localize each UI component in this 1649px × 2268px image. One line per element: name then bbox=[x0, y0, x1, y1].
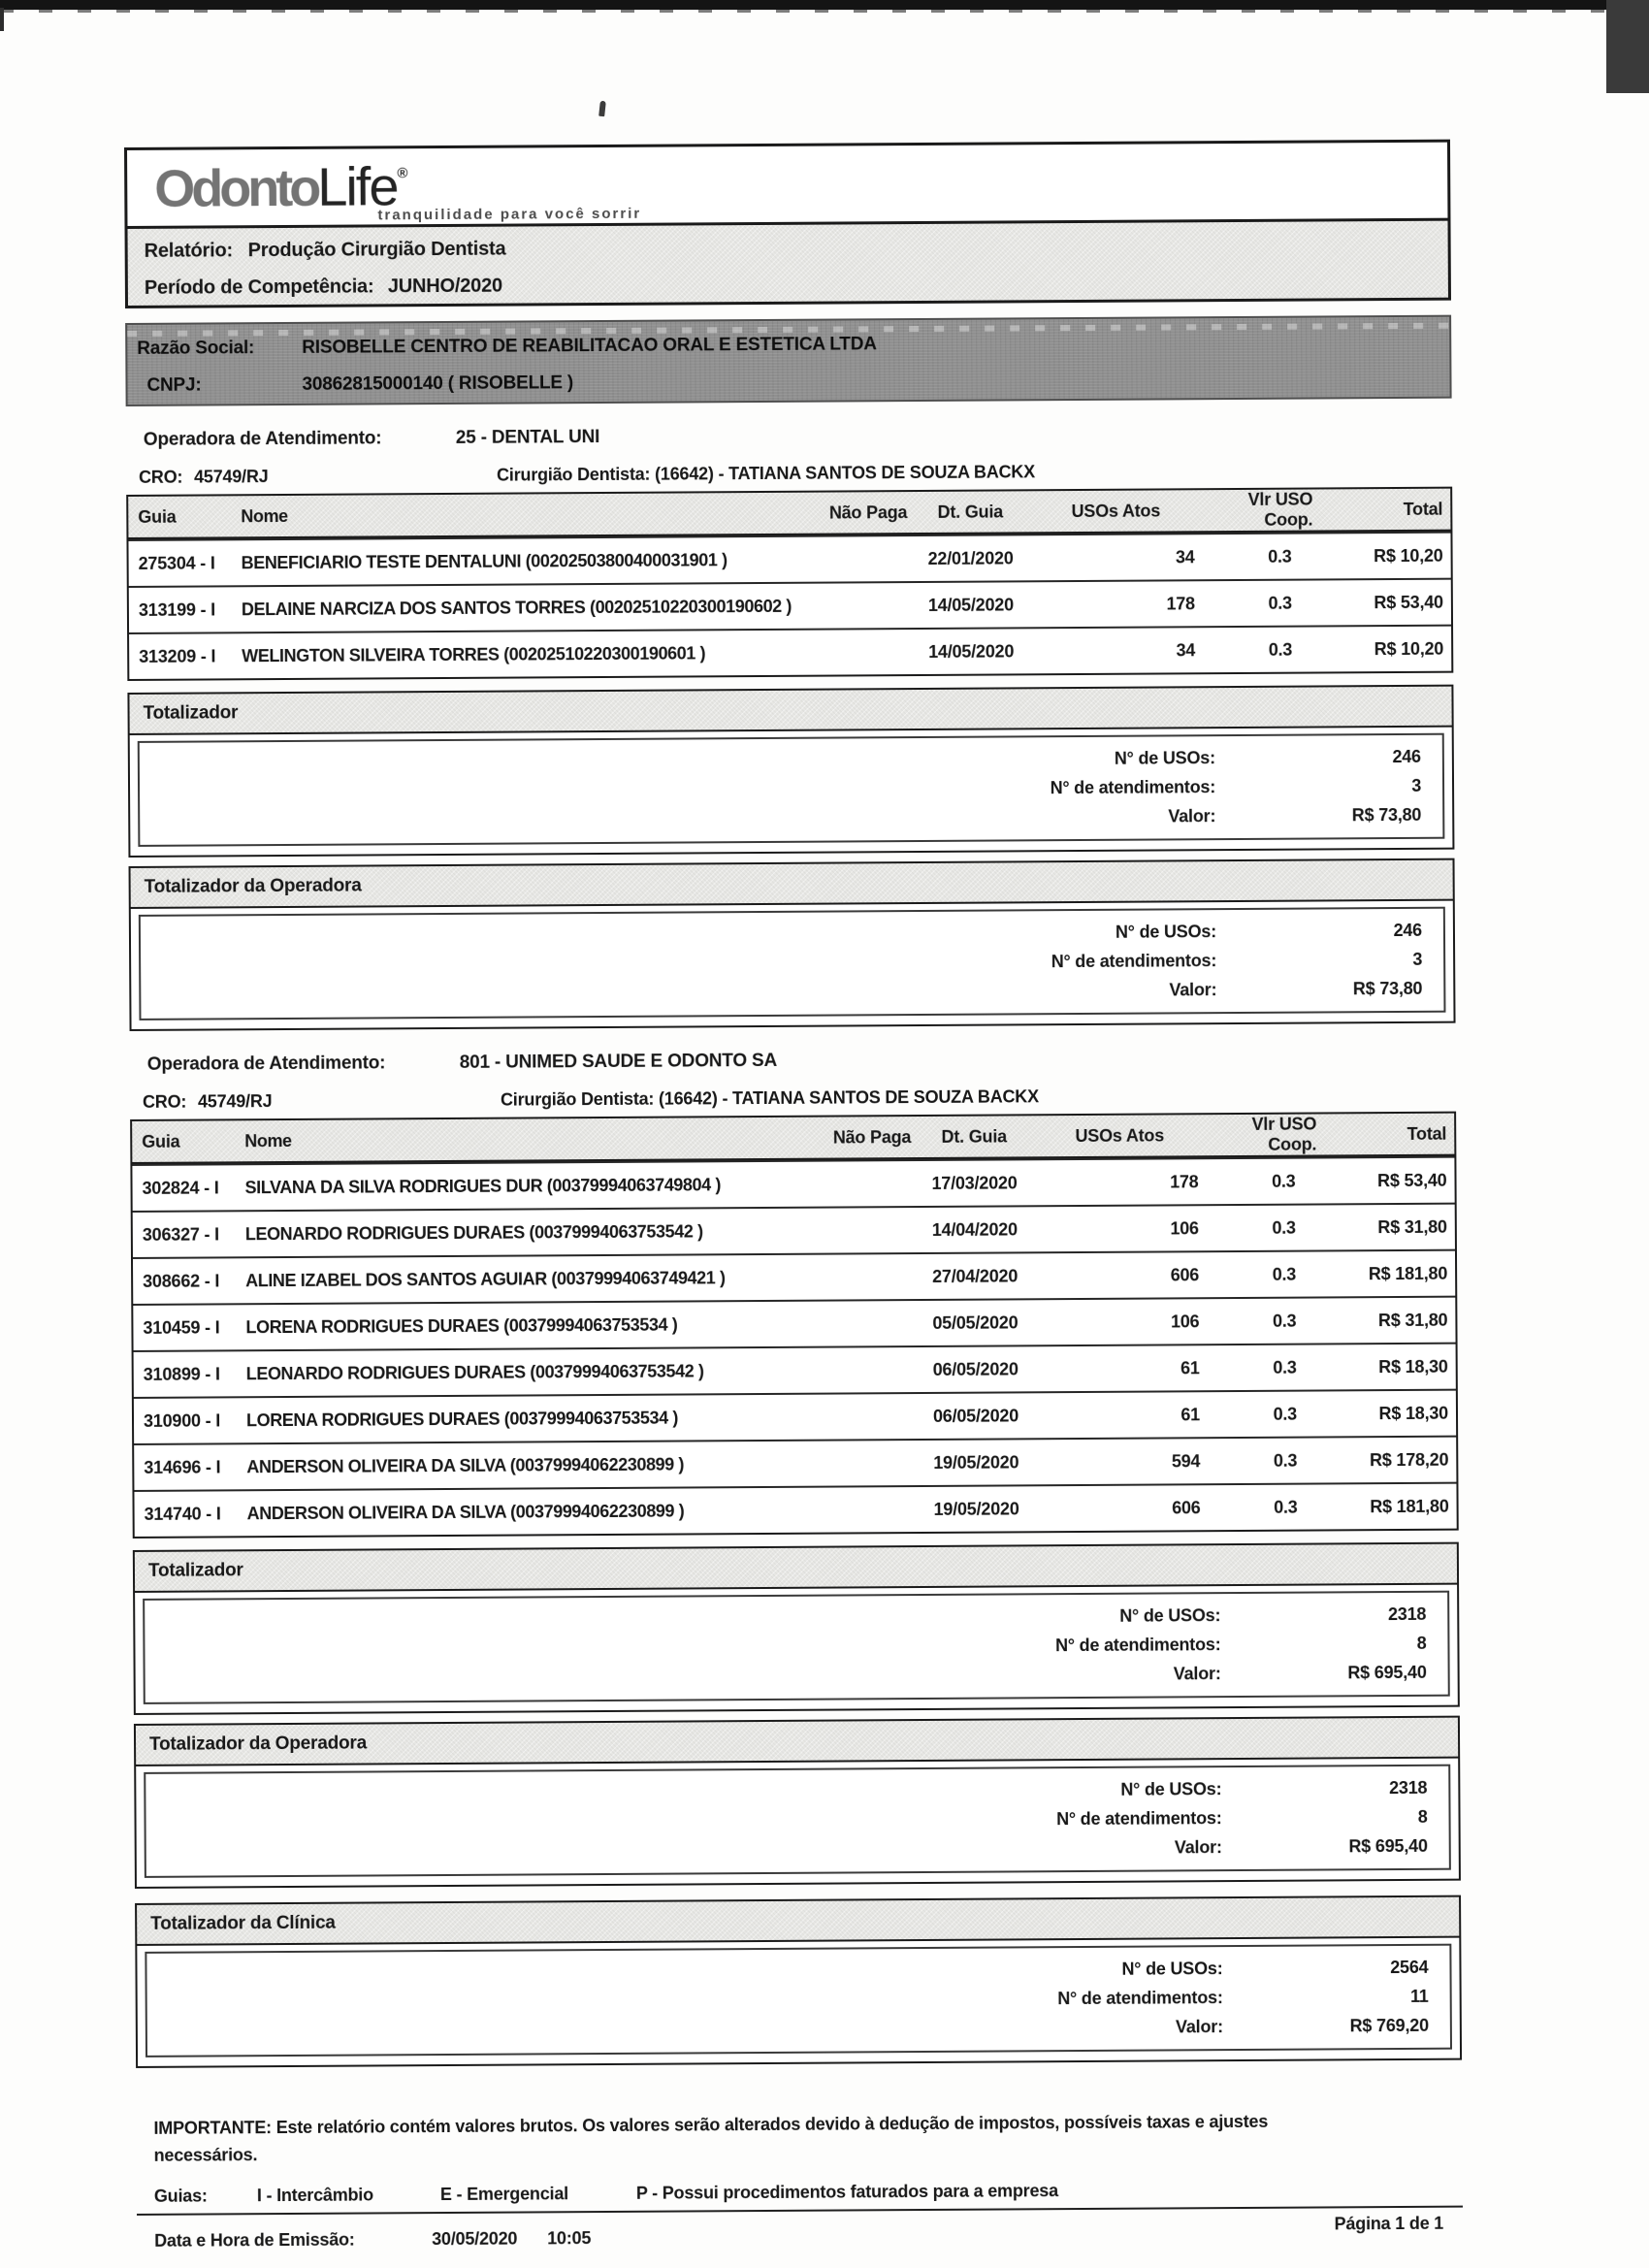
totalizador-row bbox=[146, 1778, 1448, 1806]
report-page bbox=[124, 140, 1463, 2262]
cell-dt-guia: 14/04/2020 bbox=[931, 1218, 1018, 1240]
total-value: 246 bbox=[1393, 920, 1423, 941]
legend-emergencial: E - Emergencial bbox=[439, 2184, 569, 2205]
totalizador-operadora-title: Totalizador da Operadora bbox=[136, 1718, 1458, 1766]
totalizador-row bbox=[147, 1987, 1450, 2015]
total-value: 2564 bbox=[1390, 1957, 1429, 1978]
totalizador-row bbox=[141, 950, 1443, 978]
totalizador-operadora-box-1 bbox=[129, 859, 1456, 1031]
scan-speck bbox=[598, 101, 606, 117]
cell-nao-paga bbox=[805, 1230, 912, 1231]
logo-odonto-text: Odonto bbox=[154, 158, 318, 218]
cell-guia: 275304 - I bbox=[138, 552, 215, 573]
total-label: N° de atendimentos: bbox=[1054, 1635, 1221, 1656]
table-row bbox=[134, 1436, 1456, 1490]
dentista-value: (16642) - TATIANA SANTOS DE SOUZA BACKX bbox=[658, 1086, 1039, 1109]
total-label: N° de USOs: bbox=[1119, 1605, 1221, 1626]
totalizador-rows bbox=[145, 1944, 1452, 2057]
col-usos-atos: USOs Atos bbox=[1071, 500, 1161, 521]
scan-edge-left-tick bbox=[0, 8, 4, 31]
cell-vlr: 0.3 bbox=[1273, 1404, 1298, 1424]
table-row bbox=[132, 1156, 1454, 1211]
table-body bbox=[128, 532, 1451, 679]
cro-label: CRO: bbox=[142, 1091, 187, 1112]
total-value: R$ 695,40 bbox=[1347, 1662, 1427, 1683]
cell-total: R$ 31,80 bbox=[1377, 1310, 1448, 1330]
table-row bbox=[134, 1482, 1456, 1537]
cell-nao-paga bbox=[805, 1277, 912, 1278]
cell-dt-guia: 14/05/2020 bbox=[928, 640, 1015, 662]
totalizador-row bbox=[140, 776, 1442, 804]
trademark-symbol: ® bbox=[397, 165, 408, 182]
cell-total: R$ 10,20 bbox=[1374, 545, 1443, 566]
cell-dt-guia: 06/05/2020 bbox=[932, 1358, 1018, 1379]
cell-vlr: 0.3 bbox=[1274, 1497, 1298, 1517]
cell-guia: 314740 - I bbox=[144, 1503, 221, 1524]
cell-guia: 302824 - I bbox=[142, 1177, 219, 1198]
odontolife-logo bbox=[154, 154, 408, 219]
report-title-line bbox=[128, 233, 1448, 264]
cell-total: R$ 18,30 bbox=[1378, 1356, 1448, 1377]
cell-dt-guia: 05/05/2020 bbox=[932, 1312, 1018, 1333]
total-label: Valor: bbox=[1173, 1664, 1221, 1684]
operadora-value: 801 - UNIMED SAUDE E ODONTO SA bbox=[459, 1050, 778, 1073]
totalizador-row bbox=[145, 1634, 1447, 1662]
totalizador-row bbox=[141, 979, 1443, 1007]
cell-usos: 61 bbox=[1180, 1404, 1201, 1424]
cell-guia: 306327 - I bbox=[142, 1223, 219, 1245]
table-body bbox=[132, 1156, 1456, 1537]
totalizador-row bbox=[145, 1604, 1447, 1633]
cell-dt-guia: 19/05/2020 bbox=[933, 1451, 1019, 1473]
page-number: Página 1 de 1 bbox=[1334, 2213, 1444, 2234]
operadora-line-1 bbox=[126, 422, 1452, 453]
totalizador-rows bbox=[143, 1591, 1450, 1704]
col-nome: Nome bbox=[241, 505, 288, 526]
cell-total: R$ 18,30 bbox=[1378, 1403, 1449, 1423]
cell-nome: LEONARDO RODRIGUES DURAES (00379994063753542 ) bbox=[245, 1360, 704, 1383]
report-value: Produção Cirurgião Dentista bbox=[247, 238, 506, 262]
col-guia: Guia bbox=[138, 506, 177, 527]
cell-guia: 308662 - I bbox=[143, 1270, 220, 1291]
table-row bbox=[129, 578, 1451, 632]
cell-total: R$ 31,80 bbox=[1377, 1216, 1447, 1237]
col-dt-guia: Dt. Guia bbox=[941, 1125, 1008, 1147]
total-label: N° de USOs: bbox=[1115, 922, 1217, 942]
period-label: Período de Competência: bbox=[144, 275, 374, 299]
cell-nome: SILVANA DA SILVA RODRIGUES DUR (00379994063749804 ) bbox=[244, 1174, 722, 1197]
table-row bbox=[128, 532, 1450, 586]
cell-nao-paga bbox=[806, 1416, 913, 1417]
cell-total: R$ 10,20 bbox=[1374, 638, 1444, 659]
total-label: Valor: bbox=[1168, 806, 1216, 826]
cnpj-line bbox=[146, 373, 574, 399]
cell-usos: 106 bbox=[1170, 1217, 1199, 1238]
operadora-label: Operadora de Atendimento: bbox=[146, 1053, 386, 1075]
cell-vlr: 0.3 bbox=[1273, 1357, 1297, 1377]
total-label: Valor: bbox=[1169, 980, 1217, 1000]
legend-faturados: P - Possui procedimentos faturados para a empresa bbox=[635, 2181, 1058, 2203]
totalizador-row bbox=[146, 1958, 1449, 1986]
total-label: N° de USOs: bbox=[1114, 748, 1215, 768]
cell-guia: 313209 - I bbox=[139, 645, 216, 666]
cell-dt-guia: 22/01/2020 bbox=[927, 547, 1014, 568]
cnpj-value: 30862815000140 ( RISOBELLE ) bbox=[302, 373, 574, 395]
cro-line-1 bbox=[126, 460, 1452, 491]
total-value: 2318 bbox=[1387, 1604, 1427, 1625]
total-value: 8 bbox=[1417, 1806, 1428, 1827]
dentista-label: Cirurgião Dentista: bbox=[497, 464, 651, 485]
cell-dt-guia: 17/03/2020 bbox=[931, 1172, 1018, 1193]
cell-nome: BENEFICIARIO TESTE DENTALUNI (00202503800400031901 ) bbox=[241, 549, 728, 572]
cell-nao-paga bbox=[806, 1370, 913, 1371]
totalizador-row bbox=[140, 747, 1442, 775]
cell-vlr: 0.3 bbox=[1268, 593, 1292, 613]
razao-social-line bbox=[137, 334, 877, 362]
cell-usos: 34 bbox=[1176, 639, 1196, 660]
cell-usos: 106 bbox=[1170, 1311, 1200, 1331]
cell-nome: DELAINE NARCIZA DOS SANTOS TORRES (00202510220300190602 ) bbox=[241, 596, 792, 619]
total-value: 3 bbox=[1411, 775, 1422, 795]
emission-label: Data e Hora de Emissão: bbox=[154, 2229, 355, 2251]
total-value: 246 bbox=[1392, 746, 1421, 767]
totalizador-box-2 bbox=[133, 1542, 1460, 1715]
totalizador-operadora-box-2 bbox=[134, 1716, 1461, 1889]
report-title-box bbox=[125, 221, 1451, 308]
cro-value: 45749/RJ bbox=[197, 1091, 273, 1112]
cell-usos: 606 bbox=[1170, 1264, 1200, 1284]
col-vlr-uso-coop: Vlr USO Coop. bbox=[1247, 489, 1313, 530]
totalizador-rows bbox=[144, 1765, 1451, 1878]
cell-guia: 310900 - I bbox=[143, 1409, 221, 1431]
table-row bbox=[134, 1343, 1456, 1397]
total-label: N° de atendimentos: bbox=[1050, 777, 1216, 798]
total-value: 8 bbox=[1416, 1633, 1427, 1653]
cell-dt-guia: 19/05/2020 bbox=[933, 1498, 1019, 1519]
dentista-label: Cirurgião Dentista: bbox=[500, 1088, 655, 1110]
cell-usos: 606 bbox=[1172, 1497, 1201, 1517]
report-label: Relatório: bbox=[144, 240, 234, 262]
col-nao-paga: Não Paga bbox=[828, 502, 908, 523]
scan-edge-top bbox=[0, 0, 1649, 10]
cell-total: R$ 178,20 bbox=[1369, 1449, 1449, 1470]
emission-time: 10:05 bbox=[547, 2228, 592, 2249]
col-usos-atos: USOs Atos bbox=[1075, 1124, 1165, 1146]
col-nome: Nome bbox=[244, 1130, 292, 1150]
total-label: N° de atendimentos: bbox=[1051, 951, 1217, 972]
col-total: Total bbox=[1403, 499, 1443, 519]
total-label: N° de USOs: bbox=[1121, 1959, 1223, 1979]
cro-label: CRO: bbox=[139, 467, 183, 487]
logo-tagline: tranquilidade para você sorrir bbox=[377, 205, 642, 224]
cell-vlr: 0.3 bbox=[1268, 639, 1293, 660]
company-band bbox=[125, 315, 1451, 406]
cell-dt-guia: 06/05/2020 bbox=[932, 1405, 1019, 1426]
total-label: N° de USOs: bbox=[1120, 1779, 1222, 1799]
totalizador-clinica-title: Totalizador da Clínica bbox=[137, 1897, 1459, 1946]
cell-usos: 178 bbox=[1166, 593, 1195, 613]
cell-dt-guia: 14/05/2020 bbox=[927, 594, 1015, 615]
total-value: 2318 bbox=[1389, 1777, 1428, 1798]
razao-social-label: Razão Social: bbox=[137, 338, 255, 359]
cell-dt-guia: 27/04/2020 bbox=[932, 1265, 1018, 1286]
operadora-value: 25 - DENTAL UNI bbox=[455, 427, 600, 448]
cell-usos: 178 bbox=[1170, 1171, 1199, 1191]
cell-nome: LORENA RODRIGUES DURAES (00379994063753534 ) bbox=[245, 1408, 679, 1430]
total-label: Valor: bbox=[1175, 2017, 1223, 2037]
cell-nome: WELINGTON SILVEIRA TORRES (00202510220300190601 ) bbox=[242, 642, 706, 665]
totalizador-box-1 bbox=[127, 685, 1454, 858]
totalizador-rows bbox=[139, 907, 1446, 1021]
guias-table-1 bbox=[126, 487, 1453, 681]
table-row bbox=[133, 1203, 1455, 1257]
logo-box bbox=[124, 140, 1450, 229]
totalizador-row bbox=[140, 805, 1442, 833]
cell-vlr: 0.3 bbox=[1272, 1217, 1296, 1238]
cell-nao-paga bbox=[801, 605, 908, 606]
total-label: N° de atendimentos: bbox=[1057, 1988, 1223, 2009]
scan-edge-corner bbox=[1606, 0, 1649, 93]
dentista-value: (16642) - TATIANA SANTOS DE SOUZA BACKX bbox=[655, 462, 1036, 484]
total-value: 3 bbox=[1412, 949, 1423, 969]
total-value: R$ 769,20 bbox=[1349, 2015, 1429, 2036]
total-label: N° de atendimentos: bbox=[1056, 1808, 1222, 1830]
guias-label: Guias: bbox=[153, 2186, 208, 2206]
totalizador-row bbox=[146, 1836, 1449, 1864]
totalizador-row bbox=[146, 1807, 1449, 1835]
cell-usos: 34 bbox=[1175, 546, 1195, 567]
cell-usos: 594 bbox=[1171, 1450, 1201, 1471]
cell-nome: LEONARDO RODRIGUES DURAES (00379994063753542 ) bbox=[244, 1220, 703, 1244]
cell-vlr: 0.3 bbox=[1268, 546, 1292, 567]
cnpj-label: CNPJ: bbox=[146, 374, 202, 396]
cell-nao-paga bbox=[805, 1323, 912, 1324]
period-line bbox=[128, 270, 1448, 301]
footer bbox=[136, 2107, 1463, 2262]
emission-date: 30/05/2020 bbox=[432, 2228, 518, 2250]
total-value: R$ 73,80 bbox=[1352, 978, 1423, 999]
period-value: JUNHO/2020 bbox=[387, 275, 503, 298]
cell-total: R$ 181,80 bbox=[1370, 1496, 1449, 1516]
cell-nome: LORENA RODRIGUES DURAES (00379994063753534 ) bbox=[245, 1314, 678, 1337]
cell-nome: ANDERSON OLIVEIRA DA SILVA (00379994062230899 ) bbox=[246, 1500, 685, 1523]
cell-vlr: 0.3 bbox=[1273, 1450, 1298, 1471]
cell-guia: 310899 - I bbox=[143, 1363, 220, 1384]
totalizador-row bbox=[147, 2016, 1450, 2044]
total-value: 11 bbox=[1409, 1986, 1429, 2006]
col-vlr-uso-coop: Vlr USO Coop. bbox=[1251, 1114, 1317, 1154]
guias-table-2 bbox=[130, 1112, 1459, 1539]
cell-nao-paga bbox=[801, 559, 908, 560]
operadora-label: Operadora de Atendimento: bbox=[143, 428, 382, 450]
cell-nao-paga bbox=[801, 652, 908, 653]
cell-nao-paga bbox=[807, 1509, 914, 1510]
totalizador-rows bbox=[138, 733, 1445, 847]
cro-value: 45749/RJ bbox=[194, 467, 269, 487]
emission-line bbox=[137, 2213, 1463, 2262]
cell-guia: 310459 - I bbox=[143, 1316, 220, 1338]
cell-guia: 313199 - I bbox=[138, 599, 216, 620]
operadora-line-2 bbox=[130, 1047, 1456, 1078]
total-value: R$ 695,40 bbox=[1348, 1835, 1428, 1857]
cro-line-2 bbox=[130, 1085, 1456, 1116]
cell-nome: ALINE IZABEL DOS SANTOS AGUIAR (00379994063749421 ) bbox=[245, 1267, 726, 1290]
col-guia: Guia bbox=[142, 1131, 180, 1151]
totalizador-title: Totalizador bbox=[129, 687, 1451, 735]
cell-vlr: 0.3 bbox=[1272, 1311, 1297, 1331]
cell-total: R$ 53,40 bbox=[1376, 1170, 1447, 1190]
important-note: IMPORTANTE: Este relatório contém valores brutos. Os valores serão alterados devido à dedução de impostos, possíveis taxas e ajustes necessários. bbox=[153, 2111, 1269, 2165]
logo-life-text: Life bbox=[316, 155, 398, 217]
col-dt-guia: Dt. Guia bbox=[937, 501, 1004, 522]
cell-nome: ANDERSON OLIVEIRA DA SILVA (00379994062230899 ) bbox=[246, 1454, 685, 1476]
cell-nao-paga bbox=[806, 1463, 913, 1464]
table-row bbox=[129, 625, 1451, 679]
totalizador-row bbox=[146, 1663, 1448, 1691]
table-row bbox=[134, 1389, 1456, 1443]
cell-vlr: 0.3 bbox=[1272, 1171, 1296, 1191]
total-value: R$ 73,80 bbox=[1351, 804, 1422, 826]
cell-usos: 61 bbox=[1180, 1357, 1200, 1377]
cell-nao-paga bbox=[805, 1183, 912, 1184]
col-total: Total bbox=[1406, 1123, 1447, 1144]
cell-guia: 314696 - I bbox=[144, 1456, 221, 1477]
totalizador-title: Totalizador bbox=[135, 1544, 1457, 1593]
total-label: Valor: bbox=[1174, 1837, 1222, 1858]
totalizador-clinica-box bbox=[135, 1895, 1462, 2068]
col-nao-paga: Não Paga bbox=[832, 1126, 912, 1148]
totalizador-row bbox=[141, 921, 1443, 949]
cell-total: R$ 181,80 bbox=[1368, 1263, 1448, 1283]
totalizador-operadora-title: Totalizador da Operadora bbox=[131, 860, 1453, 909]
table-row bbox=[133, 1296, 1455, 1350]
razao-social-value: RISOBELLE CENTRO DE REABILITACAO ORAL E ESTETICA LTDA bbox=[302, 334, 877, 358]
legend-intercambio: I - Intercâmbio bbox=[256, 2185, 373, 2206]
table-row bbox=[133, 1249, 1455, 1304]
cell-vlr: 0.3 bbox=[1272, 1264, 1297, 1284]
cell-total: R$ 53,40 bbox=[1374, 592, 1443, 612]
